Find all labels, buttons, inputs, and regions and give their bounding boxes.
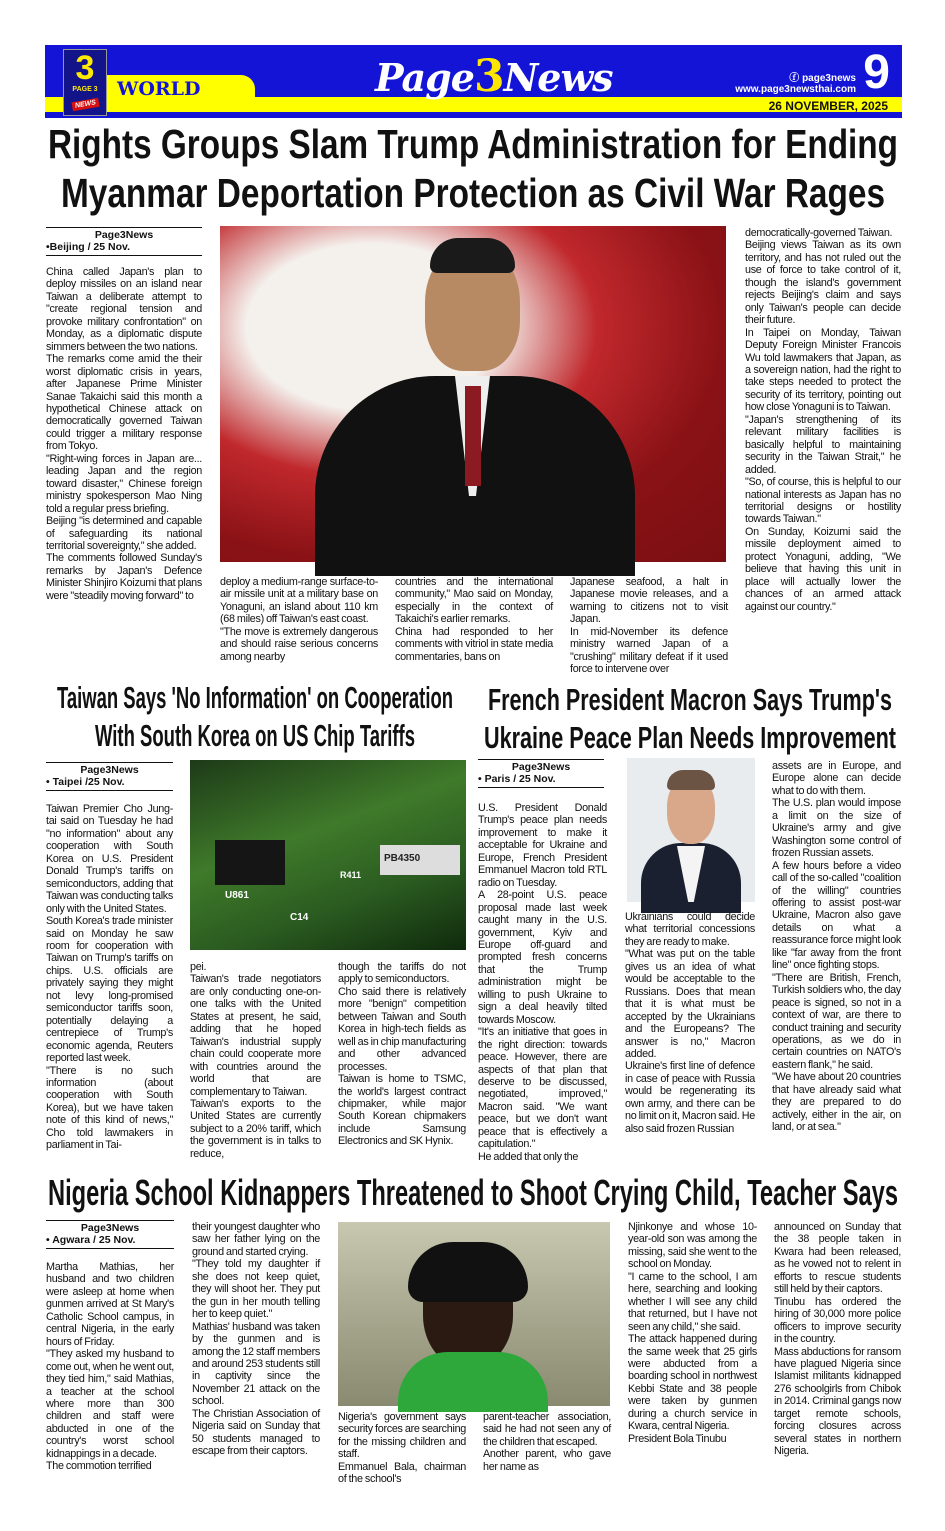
- svg-text:Taiwan Says 'No Information' o: Taiwan Says 'No Information' on Cooperation: [57, 680, 454, 715]
- article-photo-parent: [338, 1222, 610, 1406]
- article-column: [570, 576, 728, 676]
- paragraph: assets are in Europe, and Europe alone can decide what to do with them.: [772, 760, 901, 797]
- page-number: 9: [863, 46, 890, 99]
- paragraph: Another parent, who gave her name as: [483, 1448, 611, 1473]
- article-photo-macron: [627, 758, 755, 902]
- paragraph: Beijing "is determined and capable of safeguarding its national territorial sovereignty," she added.: [46, 515, 202, 552]
- article-column: [220, 576, 378, 663]
- paragraph: Martha Mathias, her husband and two children were asleep at home when gunmen arrived at St Mary's Catholic School campus, in central Nigeria, in the early hours of Friday.: [46, 1261, 174, 1348]
- website-url: www.page3newsthai.com: [735, 84, 856, 95]
- article-column: [628, 1221, 757, 1445]
- paragraph: President Bola Tinubu: [628, 1432, 727, 1445]
- paragraph: announced on Sunday that the 38 people taken in Kwara had been released, as he vowed not to relent in efforts to rescue students still held by their captors.: [774, 1221, 901, 1296]
- headline-story1: [45, 120, 901, 218]
- svg-text:French President Macron Says T: French President Macron Says Trump's: [488, 682, 892, 717]
- article-photo-official: [220, 226, 726, 562]
- byline: Page3News •Beijing / 25 Nov.: [46, 227, 202, 256]
- paragraph: "They told my daughter if she does not keep quiet, they will shoot her. They put the gun in her mouth telling her to keep quiet.": [192, 1258, 320, 1321]
- paragraph: Ukraine's first line of defence in case of peace with Russia would be regenerating its own army, and there can be no limit on it, Macron said. He also said frozen Russian: [625, 1060, 755, 1135]
- article-column: [483, 1411, 611, 1473]
- paragraph: "So, of course, this is helpful to our national interests as Japan has no territorial designs or hostility towards Taiwan.": [745, 476, 901, 526]
- paragraph: "What was put on the table gives us an idea of what would be acceptable to the Russians. Does that mean that it is what must be accepted by the Ukrainians and the Europeans? The answer is no," Macron added.: [625, 948, 755, 1060]
- paragraph: "There are British, French, Turkish soldiers who, the day peace is signed, so not in a context of war, are there to conduct training and security operations, as we do in certain countries on NATO's eastern flank," he said.: [772, 971, 901, 1071]
- svg-text:Rights Groups Slam Trump Admin: Rights Groups Slam Trump Administration for Ending: [48, 121, 898, 167]
- paragraph: South Korea's trade minister said on Monday he saw room for cooperation with Taiwan on Trump's tariffs on chips. U.S. officials are privately saying they might not levy long-promised semiconductor tariffs soon, potentially delaying a centrepiece of Trump's economic agenda, Reuters reported last week.: [46, 915, 173, 1065]
- byline: Page3News • Taipei /25 Nov.: [46, 762, 173, 791]
- article-column: [338, 1411, 466, 1486]
- page3-logo: 3 PAGE 3 NEWS: [63, 49, 107, 116]
- article-column: [772, 760, 901, 1134]
- paragraph: The commotion terrified: [46, 1460, 152, 1473]
- paragraph: Emmanuel Bala, chairman of the school's: [338, 1460, 466, 1486]
- article-column: [46, 803, 173, 1152]
- paragraph: U.S. President Donald Trump's peace plan needs improvement to make it acceptable for Ukraine and Europe, French President Emmanuel Macron told RTL radio on Tuesday.: [478, 802, 607, 889]
- paragraph: their youngest daughter who saw her father lying on the ground and started crying.: [192, 1221, 320, 1258]
- headline-story4: [45, 1170, 901, 1214]
- paragraph: "They asked my husband to come out, when he went out, they tied him," said Mathias, a teacher at the school where more than 300 children and staff were abducted in one of the country's worst school kidnappings in a decade.: [46, 1348, 174, 1460]
- paragraph: Taiwan is home to TSMC, the world's largest contract chipmaker, while major South Korean chipmakers include Samsung Electronics and SK Hynix.: [338, 1073, 466, 1148]
- paragraph: deploy a medium-range surface-to-air missile unit at a military base on Yonaguni, an island about 110 km (68 miles) off Taiwan's east coast.: [220, 576, 378, 626]
- section-label: WORLD: [117, 78, 201, 100]
- paragraph: though the tariffs do not apply to semiconductors.: [338, 961, 466, 986]
- paragraph: parent-teacher association, said he had not seen any of the children that escaped.: [483, 1411, 611, 1448]
- article-column: [625, 911, 755, 1135]
- paragraph: China called Japan's plan to deploy missiles on an island near Taiwan a deliberate attempt to "create regional tension and provoke military confrontation" on Monday, as a diplomatic dispute simmers between the two nations.: [46, 266, 202, 353]
- paragraph: Taiwan's exports to the United States are currently subject to a 20% tariff, which the government is in talks to reduce,: [190, 1097, 321, 1160]
- headline-story2: [45, 678, 465, 754]
- paragraph: The Christian Association of Nigeria said on Sunday that 50 students managed to escape from their captors.: [192, 1407, 320, 1458]
- paragraph: Njinkonye and whose 10-year-old son was among the missing, said she went to the school on Monday.: [628, 1221, 757, 1271]
- svg-text:Nigeria School Kidnappers Thre: Nigeria School Kidnappers Threatened to Shoot Crying Child, Teacher Says: [48, 1172, 899, 1213]
- paragraph: Tinubu has ordered the hiring of 30,000 more police officers to improve security in the country.: [774, 1295, 901, 1346]
- headline-story3: [478, 680, 902, 756]
- paragraph: In mid-November its defence ministry warned Japan of a "crushing" military defeat if it used force to intervene over: [570, 625, 728, 676]
- paragraph: "It's an initiative that goes in the right direction: towards peace. However, there are aspects of that plan that deserve to be discussed, negotiated, improved," Macron said. "We want peace, but we don't want peace that is effectively a capitulation.": [478, 1026, 607, 1151]
- paragraph: "Right-wing forces in Japan are... leading Japan and the region toward disaster," Chinese foreign ministry spokesperson Mao Ning told a regular press briefing.: [46, 452, 202, 515]
- paragraph: Japanese seafood, a halt in Japanese movie releases, and a warning to citizens not to visit Japan.: [570, 576, 728, 626]
- paragraph: The attack happened during the same week that 25 girls were abducted from a boarding school in northwest Kebbi State and 38 people were taken by gunmen during a church service in Kwara, central Nigeria.: [628, 1333, 757, 1433]
- paragraph: China had responded to her comments with vitriol in state media commentaries, bans on: [395, 625, 553, 663]
- paragraph: In Taipei on Monday, Taiwan Deputy Foreign Minister Francois Wu told lawmakers that Japan, as a sovereign nation, had the right to take steps needed to protect the security of its territory, pointing out how close Yonaguni is to Taiwan.: [745, 326, 901, 414]
- svg-text:Myanmar Deportation Protection: Myanmar Deportation Protection as Civil War Rages: [61, 170, 885, 216]
- paragraph: Nigeria's government says security forces are searching for the missing children and staff.: [338, 1411, 466, 1461]
- article-column: [192, 1221, 320, 1458]
- paragraph: "There is no such information (about cooperation with South Korea), but we have taken note of this kind of news," Cho told lawmakers in parliament in Tai-: [46, 1064, 173, 1152]
- paragraph: "We have about 20 countries that have already said what they are prepared to do actively, either in the air, on land, or at sea.": [772, 1071, 901, 1134]
- svg-text:With South Korea on US Chip Ta: With South Korea on US Chip Tariffs: [95, 718, 415, 753]
- byline: Page3News • Paris / 25 Nov.: [478, 759, 604, 788]
- paragraph: A 28-point U.S. peace proposal made last week caught many in the U.S. government, Kyiv and Europe off-guard and prompted fresh concerns that the Trump administration might be willing to push Ukraine to sign a deal heavily tilted towards Moscow.: [478, 889, 607, 1026]
- article-column: [46, 1261, 174, 1473]
- facebook-icon: ⓕ: [789, 73, 803, 84]
- paragraph: pei.: [190, 961, 207, 973]
- article-column: [478, 802, 607, 1163]
- facebook-handle: ⓕ page3news: [789, 73, 856, 84]
- paragraph: Mass abductions for ransom have plagued Nigeria since Islamist militants kidnapped 276 schoolgirls from Chibok in 2014. Criminal gangs now target remote schools, forcing closures across several states in northern Nigeria.: [774, 1345, 901, 1458]
- paragraph: Taiwan's trade negotiators are only conducting one-on-one talks with the United States at present, he said, adding that he hoped Taiwan's industrial supply chain could cooperate more with countries around the world that are complementary to Taiwan.: [190, 973, 321, 1098]
- byline: Page3News • Agwara / 25 Nov.: [46, 1220, 174, 1249]
- article-column: [774, 1221, 901, 1458]
- paragraph: "The move is extremely dangerous and should raise serious concerns among nearby: [220, 625, 378, 663]
- masthead-title: Page3News: [375, 51, 613, 102]
- paragraph: "I came to the school, I am here, searching and looking whether I will see any child that returned, but I have not seen any child," she said.: [628, 1270, 757, 1333]
- paragraph: Beijing views Taiwan as its own territory, and has not ruled out the use of force to take control of it, though the island's government rejects Beijing's claim and says only Taiwan's people can decide their future.: [745, 239, 901, 327]
- masthead: [45, 45, 902, 118]
- issue-date: 26 NOVEMBER, 2025: [768, 99, 888, 113]
- paragraph: Ukrainians could decide what territorial concessions they are ready to make.: [625, 911, 755, 948]
- article-column: [190, 961, 321, 1160]
- paragraph: Mathias' husband was taken by the gunmen and is among the 12 staff members and around 253 students still in captivity since the November 21 attack on the school.: [192, 1320, 320, 1408]
- paragraph: The comments followed Sunday's remarks by Japan's Defence Minister Shinjiro Koizumi that plans were "steadily moving forward" to: [46, 552, 202, 602]
- article-column: [745, 227, 901, 613]
- article-column: [395, 576, 553, 663]
- article-column: [338, 961, 466, 1148]
- paragraph: countries and the international community," Mao said on Monday, especially in the context of Takaichi's earlier remarks.: [395, 576, 553, 626]
- paragraph: He added that only the: [478, 1150, 579, 1163]
- paragraph: Taiwan Premier Cho Jung-tai said on Tuesday he had "no information" about any cooperation with South Korea on U.S. President Donald Trump's tariffs on semiconductors, adding that Taiwan was conducting talks only with the United States.: [46, 803, 173, 915]
- paragraph: The U.S. plan would impose a limit on the size of Ukraine's army and give Washington some control of frozen Russian assets.: [772, 797, 901, 860]
- paragraph: Cho said there is relatively more "benign" competition between Taiwan and South Korea in high-tech fields as well as in chip manufacturing and other advanced processes.: [338, 985, 466, 1073]
- svg-text:Ukraine Peace Plan Needs Impro: Ukraine Peace Plan Needs Improvement: [484, 720, 896, 755]
- article-column: [46, 266, 202, 602]
- paragraph: On Sunday, Koizumi said the missile deployment aimed to protect Yonaguni, adding, "We believe that having this unit in place will actually lower the chances of an armed attack against our country.": [745, 525, 901, 613]
- paragraph: democratically-governed Taiwan.: [745, 227, 893, 239]
- paragraph: A few hours before a video call of the so-called "coalition of the willing" countries offering to assist post-war Ukraine, Macron also gave details on what a reassurance force might look like "far away from the front line" once fighting stops.: [772, 859, 901, 972]
- paragraph: "Japan's strengthening of its relevant military facilities is basically helpful to maintaining security in the Taiwan Strait," he added.: [745, 413, 901, 476]
- article-photo-circuit-board: PB4350 U861 C14 R411: [190, 760, 466, 950]
- paragraph: The remarks come amid the their worst diplomatic crisis in years, after Japanese Prime Minister Sanae Takaichi said this month a hypothetical Chinese attack on democratically governed Taiwan could trigger a military response from Tokyo.: [46, 353, 202, 453]
